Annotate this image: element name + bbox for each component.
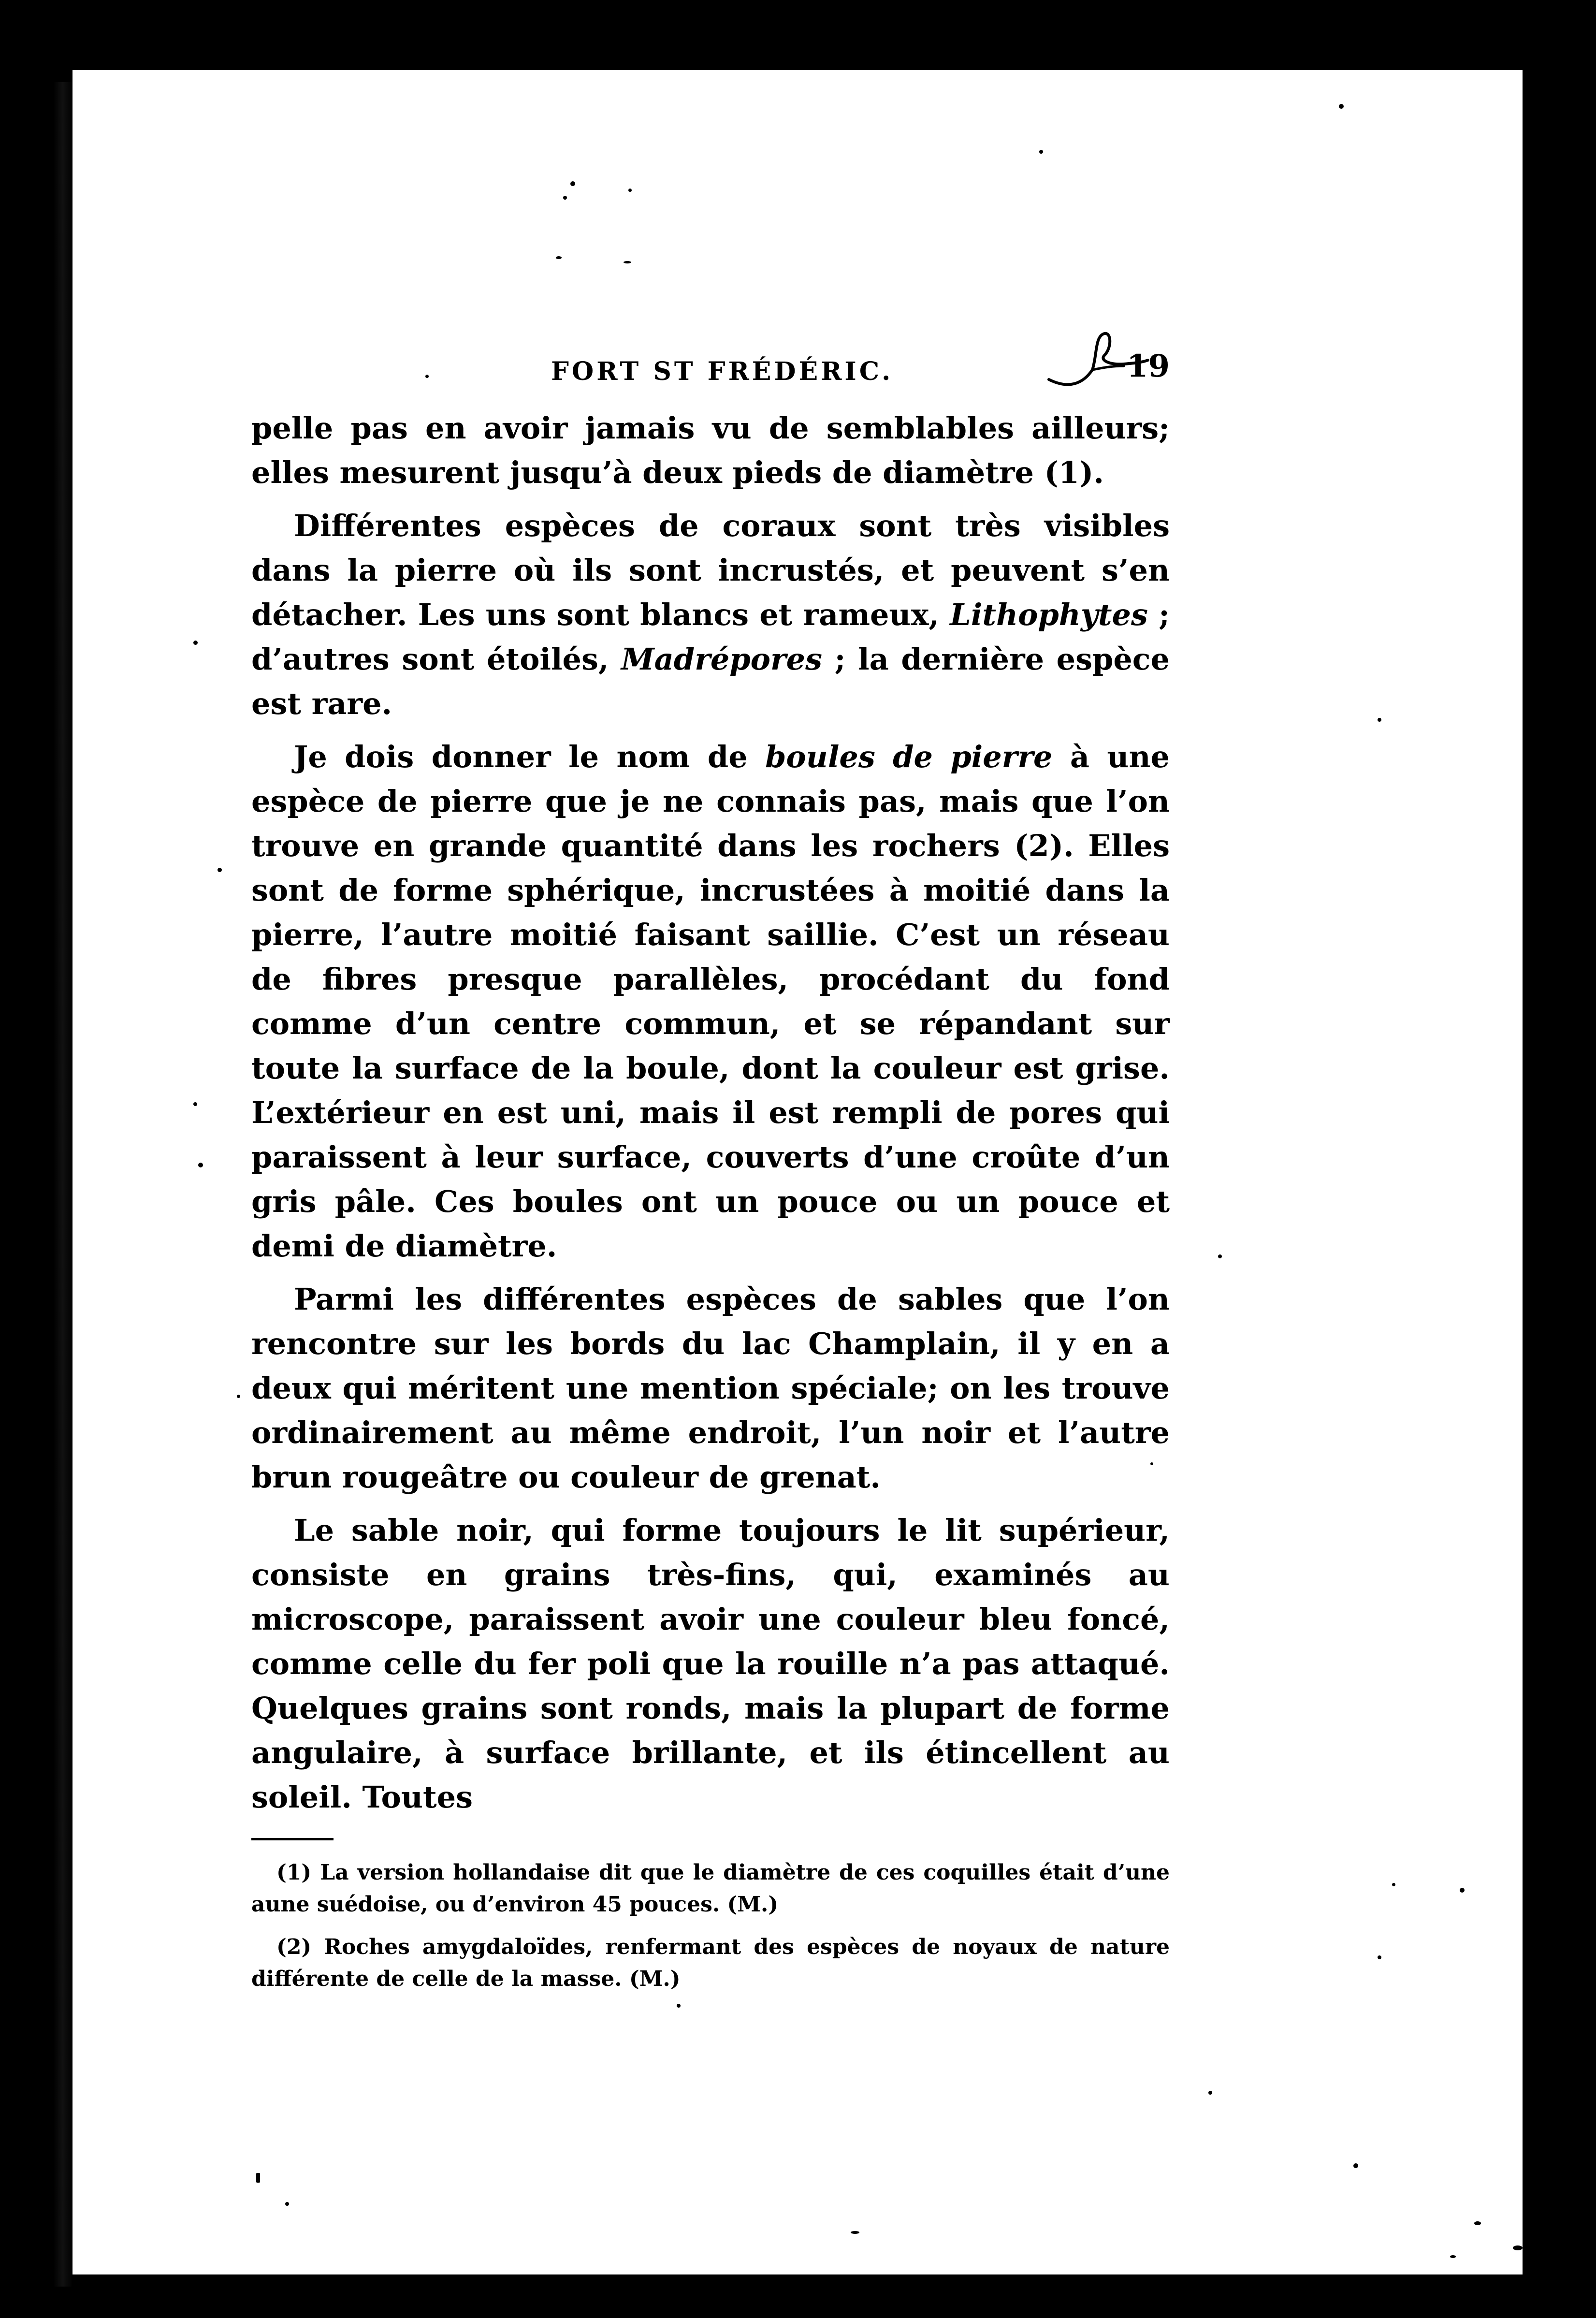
footnote-2: (2) Roches amygdaloïdes, renfermant des espèces de noyaux de nature différente de celle de la masse. (M.) — [251, 1935, 1170, 1991]
body-text — [251, 406, 1170, 1820]
term-madrepores: Madrépores — [621, 641, 823, 677]
footnote-1: (1) La version hollandaise dit que le diamètre de ces coquilles était d’une aune suédoise, ou d’environ 45 pouces. (M.) — [251, 1860, 1170, 1917]
paragraph-3-text-b: à une espèce de pierre que je ne connais pas, mais que l’on trouve en grande quantité dans les rochers (2). Elles sont de forme sphérique, incrustées à moitié dans la pierre, l’autre moitié faisant saillie. C’est un réseau de fibres presque parallèles, procédant du fond comme d’un centre commun, et se répandant sur toute la surface de la boule, dont la couleur est grise. L’extérieur en est uni, mais il est rempli de pores qui paraissent à leur surface, couverts d’une croûte d’un gris pâle. Ces boules ont un pouce ou un pouce et demi de diamètre. — [251, 739, 1170, 1264]
paragraph-1: pelle pas en avoir jamais vu de semblables ailleurs; elles mesurent jusqu’à deux pieds de diamètre (1). — [251, 410, 1170, 490]
page-number: 19 — [1126, 348, 1170, 384]
paragraph-2-text-a: Différentes espèces de coraux sont très visibles dans la pierre où ils sont incrustés, et peuvent s’en détacher. Les uns sont blancs et rameux, — [251, 508, 1170, 632]
footnotes — [251, 1857, 1170, 1995]
footnote-rule — [251, 1838, 334, 1840]
adjacent-page-edge — [0, 82, 73, 2287]
paragraph-2 — [251, 504, 1170, 726]
term-lithophytes: Lithophytes — [950, 597, 1148, 632]
running-head — [251, 348, 1170, 392]
paragraph-2-text-c: ; la dernière espèce est rare. — [251, 641, 1170, 721]
paragraph-2-text-b: ; d’autres sont étoilés, — [251, 597, 1170, 677]
term-boules-de-pierre: boules de pierre — [765, 739, 1053, 774]
paragraph-4: Parmi les différentes espèces de sables que l’on rencontre sur les bords du lac Champlain, il y en a deux qui méritent une mention spéciale; on les trouve ordinairement au même endroit, l’un noir et l’autre brun rougeâtre ou couleur de grenat. — [251, 1282, 1170, 1495]
running-title: FORT ST FRÉDÉRIC. — [551, 357, 894, 386]
paragraph-5: Le sable noir, qui forme toujours le lit supérieur, consiste en grains très-fins, qui, examinés au microscope, paraissent avoir une couleur bleu foncé, comme celle du fer poli que la rouille n’a pas attaqué. Quelques grains sont ronds, mais la plupart de forme angulaire, à surface brillante, et ils étincellent au soleil. Toutes — [251, 1513, 1170, 1815]
paragraph-3 — [251, 735, 1170, 1268]
book-page — [251, 348, 1170, 2006]
paragraph-3-text-a: Je dois donner le nom de — [294, 739, 766, 774]
